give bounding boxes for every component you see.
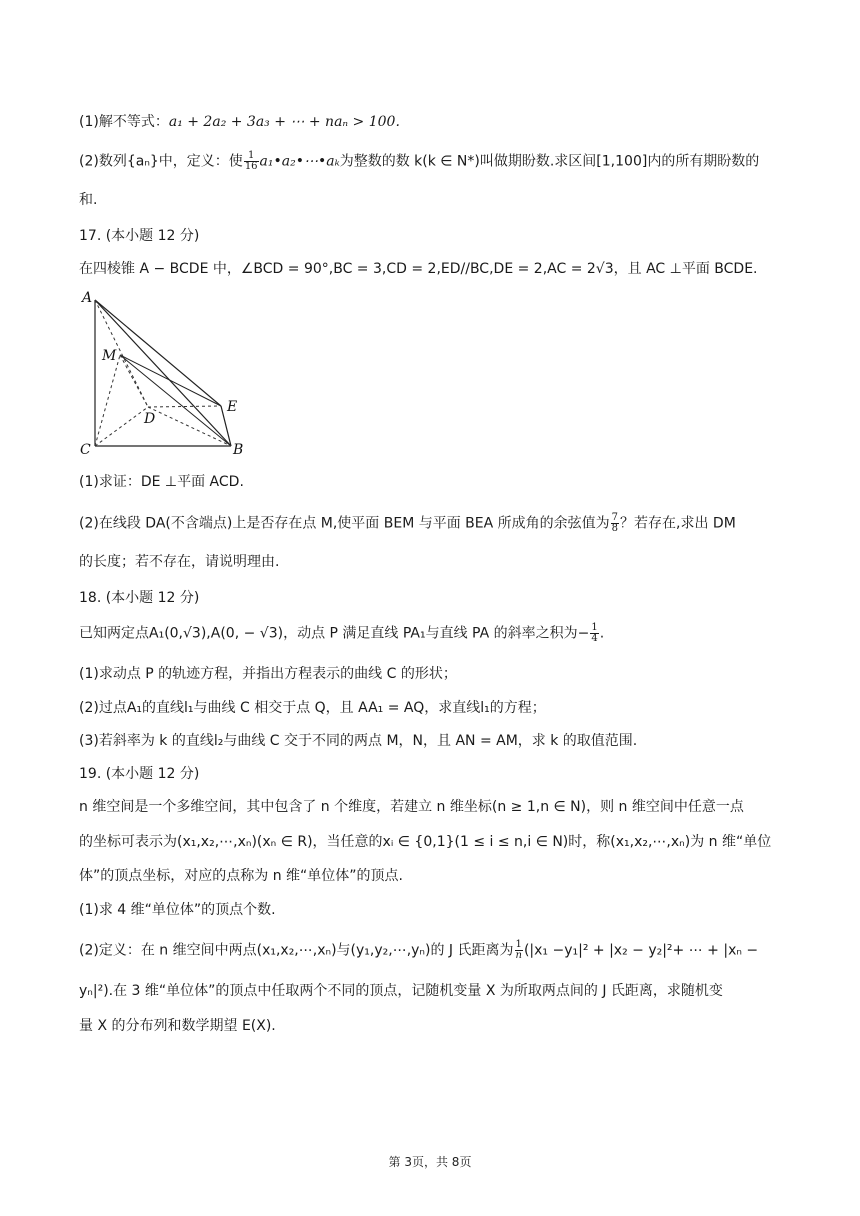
label-B: B	[233, 442, 244, 458]
p18-stem	[79, 623, 820, 644]
p19-stem-3: 体”的顶点坐标，对应的点称为 n 维“单位体”的顶点.	[79, 868, 403, 884]
edge-ME	[120, 355, 221, 406]
edge-DE	[148, 406, 221, 407]
p19-stem-1: n 维空间是一个多维空间，其中包含了 n 个维度，若建立 n 维坐标(n ≥ 1,n ∈ N)，则 n 维空间中任意一点	[79, 799, 744, 815]
label-A: A	[82, 290, 93, 306]
p18-stem-b: .	[599, 625, 605, 642]
edge-DB	[148, 407, 231, 446]
p17-stem: 在四棱锥 A − BCDE 中，∠BCD = 90°,BC = 3,CD = 2,ED//BC,DE = 2,AC = 2√3，且 AC ⊥平面 BCDE.	[79, 261, 758, 277]
p16-q2-tail: 和.	[79, 192, 98, 208]
p16-q2-fraction: $\frac{1}{16}$	[244, 150, 258, 172]
edge-CD	[95, 407, 148, 446]
p19-header: 19. (本小题 12 分)	[79, 766, 200, 782]
p17-q2-a: (2)在线段 DA(不含端点)上是否存在点 M,使平面 BEM 与平面 BEA 所成角的余弦值为	[79, 515, 610, 532]
edge-CM	[95, 355, 120, 446]
p18-header: 18. (本小题 12 分)	[79, 590, 200, 606]
p18-q1: (1)求动点 P 的轨迹方程，并指出方程表示的曲线 C 的形状；	[79, 666, 457, 682]
p19-q2-a: (2)定义：在 n 维空间中两点(x₁,x₂,⋯,xₙ)与(y₁,y₂,⋯,yₙ)的 J 氏距离为	[79, 942, 514, 959]
p17-q2	[79, 513, 820, 534]
p18-stem-fraction: $\frac{1}{4}$	[591, 622, 598, 644]
p19-q2-fraction: $\frac{1}{n}$	[515, 939, 522, 961]
p17-q1: (1)求证：DE ⊥平面 ACD.	[79, 474, 244, 490]
edge-AB	[95, 300, 231, 446]
p16-q2-prefix: (2)数列{aₙ}中，定义：使	[79, 153, 243, 170]
label-M: M	[102, 348, 117, 364]
p16-q2-math: a₁•a₂•⋯•aₖ	[259, 153, 340, 170]
p17-q2-b: ？若存在,求出 DM	[620, 515, 736, 532]
p19-q2-c: yₙ|²).在 3 维“单位体”的顶点中任取两个不同的顶点，记随机变量 X 为所取两点间的 J 氏距离，求随机变	[79, 983, 723, 999]
p16-q1	[79, 112, 820, 132]
p19-stem-2: 的坐标可表示为(x₁,x₂,⋯,xₙ)(xₙ ∈ R)，当任意的xᵢ ∈ {0,1}(1 ≤ i ≤ n,i ∈ N)时，称(x₁,x₂,⋯,xₙ)为 n 维“单位	[79, 834, 772, 850]
p17-q2-fraction: $\frac{7}{8}$	[611, 512, 619, 534]
p18-q2: (2)过点A₁的直线l₁与曲线 C 相交于点 Q，且 AA₁ = AQ，求直线l₁的方程；	[79, 700, 546, 716]
p16-q2	[79, 151, 820, 172]
edge-MD	[120, 355, 148, 407]
p19-q1: (1)求 4 维“单位体”的顶点个数.	[79, 902, 276, 918]
p16-q1-prefix: (1)解不等式：	[79, 114, 169, 130]
pyramid-figure	[78, 286, 268, 458]
p19-q2-b: (|x₁ −y₁|² + |x₂ − y₂|²+ ⋯ + |xₙ −	[523, 942, 759, 959]
label-D: D	[144, 411, 156, 427]
label-E: E	[227, 399, 238, 415]
p16-q2-suffix: 为整数的数 k(k ∈ N*)叫做期盼数.求区间[1,100]内的所有期盼数的	[339, 153, 760, 170]
p17-header: 17. (本小题 12 分)	[79, 228, 200, 244]
p17-q2-c: 的长度；若不存在，请说明理由.	[79, 554, 280, 570]
page-footer: 第 3页，共 8页	[388, 1155, 472, 1169]
p16-q1-math: a₁ + 2a₂ + 3a₃ + ⋯ + naₙ > 100.	[168, 114, 400, 130]
p19-q2	[79, 940, 820, 961]
label-C: C	[80, 442, 91, 458]
p18-q3: (3)若斜率为 k 的直线l₂与曲线 C 交于不同的两点 M，N，且 AN = AM，求 k 的取值范围.	[79, 733, 638, 749]
p18-stem-a: 已知两定点A₁(0,√3),A(0, − √3)，动点 P 满足直线 PA₁与直线 PA 的斜率之积为−	[79, 625, 590, 642]
p19-q2-d: 量 X 的分布列和数学期望 E(X).	[79, 1018, 276, 1034]
